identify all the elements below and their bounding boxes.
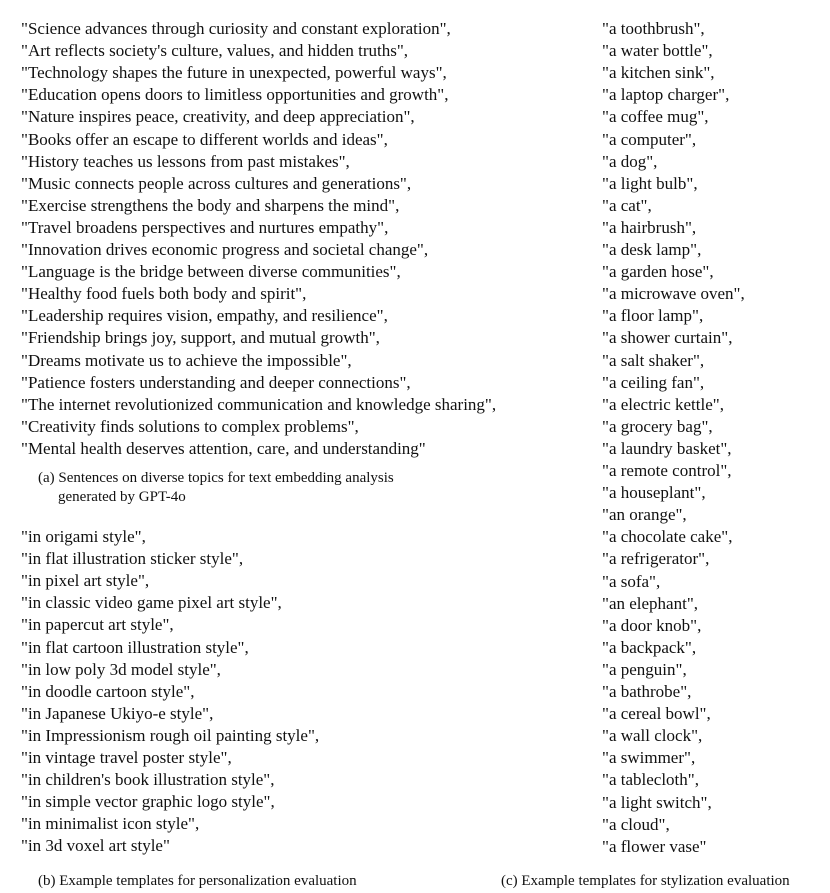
- object-item: "a backpack",: [602, 637, 697, 657]
- sentence-item: "The internet revolutionized communication and knowledge sharing",: [21, 394, 497, 414]
- style-template-item: "in 3d voxel art style": [21, 836, 170, 856]
- style-template-item: "in flat illustration sticker style",: [21, 549, 244, 569]
- sentence-item: "History teaches us lessons from past mistakes",: [21, 151, 350, 171]
- object-item: "a light bulb",: [602, 173, 698, 193]
- object-item: "a swimmer",: [602, 748, 696, 768]
- sentence-item: "Creativity finds solutions to complex problems",: [21, 416, 359, 436]
- object-item: "a laundry basket",: [602, 438, 732, 458]
- sentence-item: "Mental health deserves attention, care, and understanding": [21, 438, 426, 458]
- sentence-item: "Innovation drives economic progress and societal change",: [21, 240, 429, 259]
- sentence-item: "Dreams motivate us to achieve the impossible",: [21, 350, 352, 370]
- sentence-item: "Healthy food fuels both body and spirit",: [21, 284, 307, 304]
- object-item: "a tablecloth",: [602, 770, 699, 790]
- caption-b: (b) Example templates for personalization evaluation: [38, 873, 357, 889]
- object-item: "a coffee mug",: [602, 107, 709, 127]
- object-item: "a microwave oven",: [602, 284, 745, 304]
- object-item: "a dog",: [602, 151, 658, 171]
- sentence-item: "Technology shapes the future in unexpected, powerful ways",: [21, 63, 447, 83]
- style-template-item: "in minimalist icon style",: [21, 814, 200, 834]
- object-item: "a salt shaker",: [602, 350, 705, 370]
- sentence-item: "Art reflects society's culture, values, and hidden truths",: [21, 41, 409, 61]
- object-item: "an elephant",: [602, 593, 699, 613]
- object-item: "a cat",: [602, 195, 652, 215]
- style-template-item: "in simple vector graphic logo style",: [21, 792, 275, 812]
- object-item: "a wall clock",: [602, 726, 703, 746]
- object-item: "a cloud",: [602, 814, 670, 834]
- object-item: "a refrigerator",: [602, 549, 710, 569]
- object-item: "a garden hose",: [602, 262, 714, 282]
- sentence-item: "Patience fosters understanding and deeper connections",: [21, 372, 411, 392]
- object-item: "a grocery bag",: [602, 416, 713, 436]
- sentence-item: "Language is the bridge between diverse communities",: [21, 262, 401, 282]
- style-template-item: "in low poly 3d model style",: [21, 659, 221, 679]
- object-item: "a light switch",: [602, 792, 712, 812]
- object-item: "a desk lamp",: [602, 240, 702, 259]
- object-item: "a kitchen sink",: [602, 63, 715, 83]
- object-item: "a electric kettle",: [602, 394, 724, 414]
- object-item: "a laptop charger",: [602, 85, 730, 105]
- object-item: "an orange",: [602, 505, 687, 525]
- object-item: "a toothbrush",: [602, 19, 705, 38]
- object-item: "a hairbrush",: [602, 217, 697, 237]
- style-template-item: "in classic video game pixel art style",: [21, 593, 282, 613]
- style-template-item: "in papercut art style",: [21, 615, 174, 635]
- caption-a-line2: generated by GPT-4o: [58, 489, 186, 505]
- object-item: "a door knob",: [602, 615, 702, 635]
- sentence-item: "Friendship brings joy, support, and mutual growth",: [21, 328, 380, 348]
- sentence-item: "Science advances through curiosity and constant exploration",: [21, 19, 451, 38]
- object-item: "a penguin",: [602, 659, 687, 679]
- object-item: "a computer",: [602, 129, 697, 149]
- style-template-item: "in origami style",: [21, 527, 146, 546]
- style-template-item: "in pixel art style",: [21, 571, 150, 591]
- style-template-item: "in children's book illustration style",: [21, 770, 275, 790]
- style-template-item: "in flat cartoon illustration style",: [21, 637, 249, 657]
- object-item: "a remote control",: [602, 461, 732, 480]
- sentence-item: "Exercise strengthens the body and sharpens the mind",: [21, 195, 400, 215]
- object-item: "a ceiling fan",: [602, 372, 705, 392]
- style-template-item: "in doodle cartoon style",: [21, 681, 195, 701]
- caption-c: (c) Example templates for stylization evaluation: [501, 873, 790, 889]
- sentence-item: "Nature inspires peace, creativity, and deep appreciation",: [21, 107, 415, 127]
- object-item: "a chocolate cake",: [602, 527, 733, 547]
- style-template-item: "in vintage travel poster style",: [21, 748, 232, 767]
- sentence-item: "Leadership requires vision, empathy, and resilience",: [21, 306, 388, 326]
- caption-a-line1: (a) Sentences on diverse topics for text embedding analysis: [38, 470, 394, 486]
- object-item: "a cereal bowl",: [602, 704, 711, 724]
- object-item: "a sofa",: [602, 571, 661, 591]
- sentence-item: "Education opens doors to limitless opportunities and growth",: [21, 85, 449, 105]
- sentence-item: "Music connects people across cultures and generations",: [21, 173, 412, 193]
- style-template-item: "in Japanese Ukiyo-e style",: [21, 703, 214, 723]
- object-item: "a floor lamp",: [602, 306, 704, 326]
- style-template-item: "in Impressionism rough oil painting style",: [21, 725, 320, 745]
- sentence-item: "Books offer an escape to different worlds and ideas",: [21, 129, 388, 149]
- object-item: "a flower vase": [602, 836, 707, 856]
- object-item: "a shower curtain",: [602, 328, 733, 348]
- sentence-item: "Travel broadens perspectives and nurtures empathy",: [21, 217, 389, 237]
- object-item: "a bathrobe",: [602, 682, 692, 701]
- object-item: "a water bottle",: [602, 41, 713, 61]
- object-item: "a houseplant",: [602, 483, 706, 503]
